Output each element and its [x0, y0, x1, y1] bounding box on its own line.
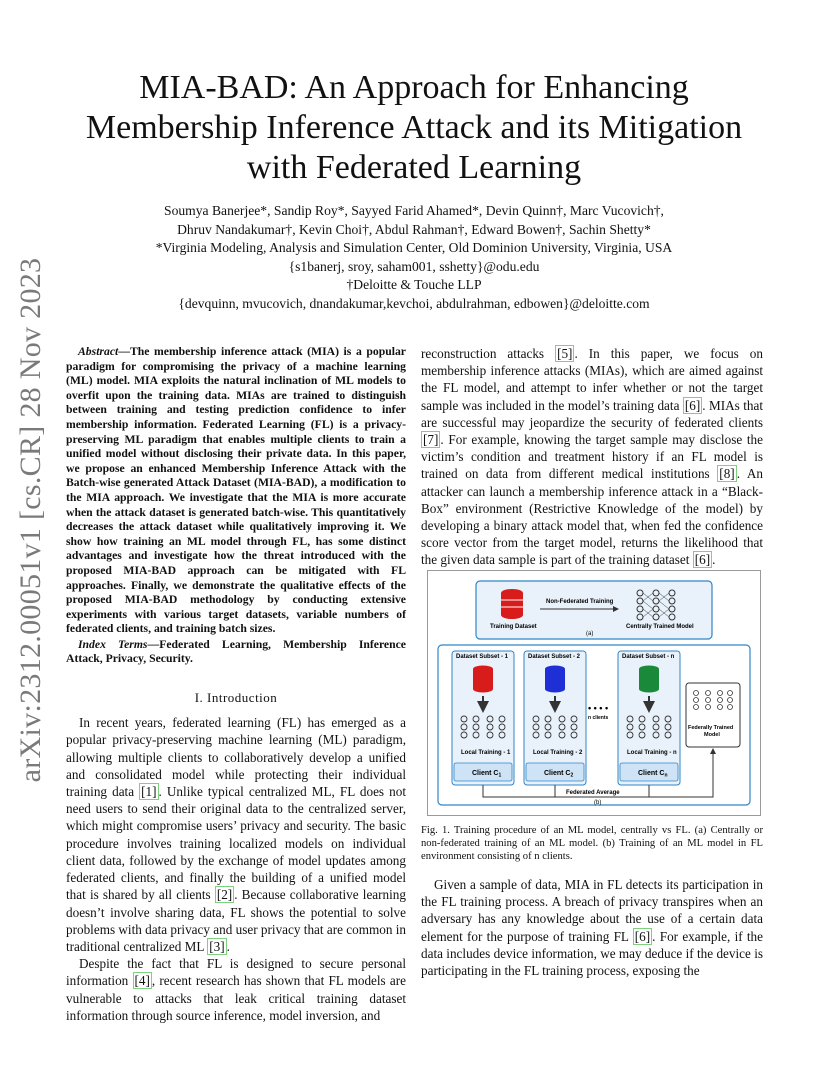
- non-federated-label: Non-Federated Training: [546, 599, 614, 605]
- abstract-text: —The membership inference attack (MIA) is a popular paradigm for compromising the privacy of a machine learning (ML) model. MIA exploits the natural inclination of ML models to overfit upon the training data. MIAs are trained to distinguish between training and testing prediction confidence to infer membership information. Federated Learning (FL) is a privacy-preserving ML paradigm that enables multiple clients to train a unified model without disclosing their private data. In this paper, we propose an enhanced Membership Inference Attack with the Batch-wise generated Attack Dataset (MIA-BAD), a modification to the MIA approach. We investigate that the MIA is more accurate when the attack dataset is generated batch-wise. This quantitatively decreases the attack dataset while qualitatively improving it. We show how training an ML model through FL, has some distinct advantages and investigate how the threat introduced with the proposed MIA-BAD approach can be mitigated with FL approaches. Finally, we demonstrate the qualitative effects of the proposed MIA-BAD methodology by conducting extensive experiments with various target datasets, variable numbers of federated clients, and training batch sizes.: [66, 345, 406, 636]
- right-paragraph-1: [421, 345, 763, 569]
- client-1-text: Client C: [472, 770, 499, 777]
- citation-link[interactable]: [6]: [634, 928, 651, 944]
- database-icon-red: [501, 589, 523, 619]
- authors-block: [70, 202, 758, 313]
- citation-link[interactable]: [1]: [141, 784, 157, 800]
- client-2-text: Client C: [544, 770, 571, 777]
- text: In recent years, federated learning (FL) has emerged as a popular privacy-preserving machine learning (ML) paradigm, allowing multiple clients to collaboratively develop a unified and consolidated model while protecting their individual training data: [66, 715, 406, 800]
- text: Despite the fact that FL is designed to secure personal information: [66, 956, 406, 989]
- text: . Unlike typical centralized ML, FL does not need users to send their original data to the centralized server, which might compromise users’ privacy and security. The basic procedure involves training localized models on individual client data, followed by the exchange of model updates among federated clients, and finally the building of a unified model that is shared by all clients: [66, 784, 406, 903]
- subset-n-label: Dataset Subset - n: [622, 654, 675, 660]
- text: . An attacker can launch a membership inference attack in a “Black-Box” environment (Restrictive Knowledge of the model) by developing a binary attack model that, when fed the confidence score vector from the target model, returns the likelihood that the given data sample is part of the training dataset: [421, 466, 763, 568]
- label-a: (a): [586, 631, 594, 637]
- label-b: (b): [594, 800, 602, 806]
- figure-diagram: [428, 571, 760, 815]
- arxiv-id: arXiv:2312.00051v1 [cs.CR] 28 Nov 2023: [14, 257, 47, 783]
- text: .: [712, 552, 716, 568]
- federated-model-box: [686, 683, 740, 747]
- local-training-n-label: Local Training - n: [627, 750, 677, 756]
- paper-title: MIA-BAD: An Approach for Enhancing Membership Inference Attack and its Mitigation with Federated Learning: [85, 69, 743, 186]
- citation-link[interactable]: [3]: [209, 938, 225, 954]
- text: reconstruction attacks: [421, 346, 556, 361]
- citation-link[interactable]: [6]: [694, 552, 711, 568]
- citation-link[interactable]: [2]: [216, 887, 233, 903]
- index-terms: [66, 638, 406, 667]
- citation-link[interactable]: [4]: [134, 973, 150, 989]
- federated-average-label: Federated Average: [566, 790, 620, 796]
- text: . For example, if the data includes device information, we may deduce if the device is participating in the FL training process, exposing the: [421, 928, 763, 979]
- figure-caption: Fig. 1. Training procedure of an ML model, centrally vs FL. (a) Centrally or non-federated training of an ML model. (b) Training of an ML model in FL environment consisting of n clients.: [421, 825, 763, 862]
- email-2: {devquinn, mvucovich, dnandakumar,kevchoi, abdulrahman, edbowen}@deloitte.com: [178, 295, 650, 311]
- authors-line-1: Soumya Banerjee*, Sandip Roy*, Sayyed Farid Ahamed*, Devin Quinn†, Marc Vucovich†,: [164, 203, 664, 218]
- text: . Because collaborative learning doesn’t involve sharing data, FL shows the potential to solve problems with data privacy and user privacy that are common in traditional centralized ML: [66, 887, 406, 954]
- client-2-group: [524, 651, 586, 785]
- text: . MIAs that are successful may jeopardize the security of federated clients: [421, 397, 763, 430]
- right-column-lower: [421, 876, 763, 979]
- intro-paragraph-2: [66, 955, 406, 1024]
- text: , recent research has shown that FL models are vulnerable to attacks that leak critical training dataset information through source inference, model inversion, and: [66, 973, 407, 1023]
- right-paragraph-2: [421, 876, 763, 979]
- subset-1-label: Dataset Subset - 1: [456, 654, 509, 660]
- citation-link[interactable]: [8]: [719, 466, 735, 482]
- right-column: [421, 345, 763, 569]
- authors-line-2: Dhruv Nandakumar†, Kevin Choi†, Abdul Rahman†, Edward Bowen†, Sachin Shetty*: [177, 221, 651, 237]
- email-1: {s1banerj, sroy, saham001, sshetty}@odu.edu: [288, 258, 540, 274]
- index-terms-text: —Federated Learning, Membership Inference Attack, Privacy, Security.: [66, 637, 406, 666]
- centrally-trained-label: Centrally Trained Model: [626, 624, 694, 630]
- text: .: [226, 938, 230, 954]
- intro-paragraph-1: [66, 714, 406, 955]
- abstract: [66, 345, 406, 637]
- figure-1: [427, 570, 761, 816]
- dots: • • • •: [588, 703, 609, 713]
- text: . In this paper, we focus on membership inference attacks (MIAs), which are aimed against the FL model, and attempt to infer whether or not the target sample was included in the model’s training data: [421, 346, 763, 413]
- federally-trained-label: Federally Trained: [688, 725, 734, 731]
- section-heading: I. Introduction: [194, 690, 278, 706]
- local-training-1-label: Local Training - 1: [461, 750, 511, 756]
- subset-2-label: Dataset Subset - 2: [528, 654, 581, 660]
- client-n-text: Client C: [638, 770, 665, 777]
- citation-link[interactable]: [5]: [557, 346, 573, 361]
- local-training-2-label: Local Training - 2: [533, 750, 583, 756]
- arxiv-sidebar: [6, 250, 56, 790]
- citation-link[interactable]: [7]: [423, 432, 439, 448]
- model-label: Model: [704, 732, 720, 738]
- citation-link[interactable]: [6]: [684, 397, 701, 413]
- client-n-sub: n: [664, 772, 668, 779]
- client-1-sub: 1: [498, 772, 502, 779]
- abstract-label: Abstract: [78, 345, 119, 358]
- client-n-group: [618, 651, 680, 785]
- left-column: [66, 345, 406, 1024]
- index-terms-label: Index Terms: [78, 637, 148, 651]
- training-dataset-label: Training Dataset: [490, 624, 537, 630]
- affiliation-2: †Deloitte & Touche LLP: [346, 277, 482, 292]
- text: Given a sample of data, MIA in FL detects its participation in the FL training process. A breach of privacy transpires when an adversary has any knowledge about the use of a certain data element for the purpose of training FL: [421, 877, 763, 944]
- client-1-group: [452, 651, 514, 785]
- client-2-sub: 2: [570, 772, 574, 779]
- affiliation-1: *Virginia Modeling, Analysis and Simulation Center, Old Dominion University, Virginia, USA: [155, 240, 673, 255]
- n-clients-label: n clients: [588, 715, 609, 721]
- text: . For example, knowing the target sample may disclose the victim’s condition and treatment history if an FL model is trained on data from different medical institutions: [421, 432, 763, 482]
